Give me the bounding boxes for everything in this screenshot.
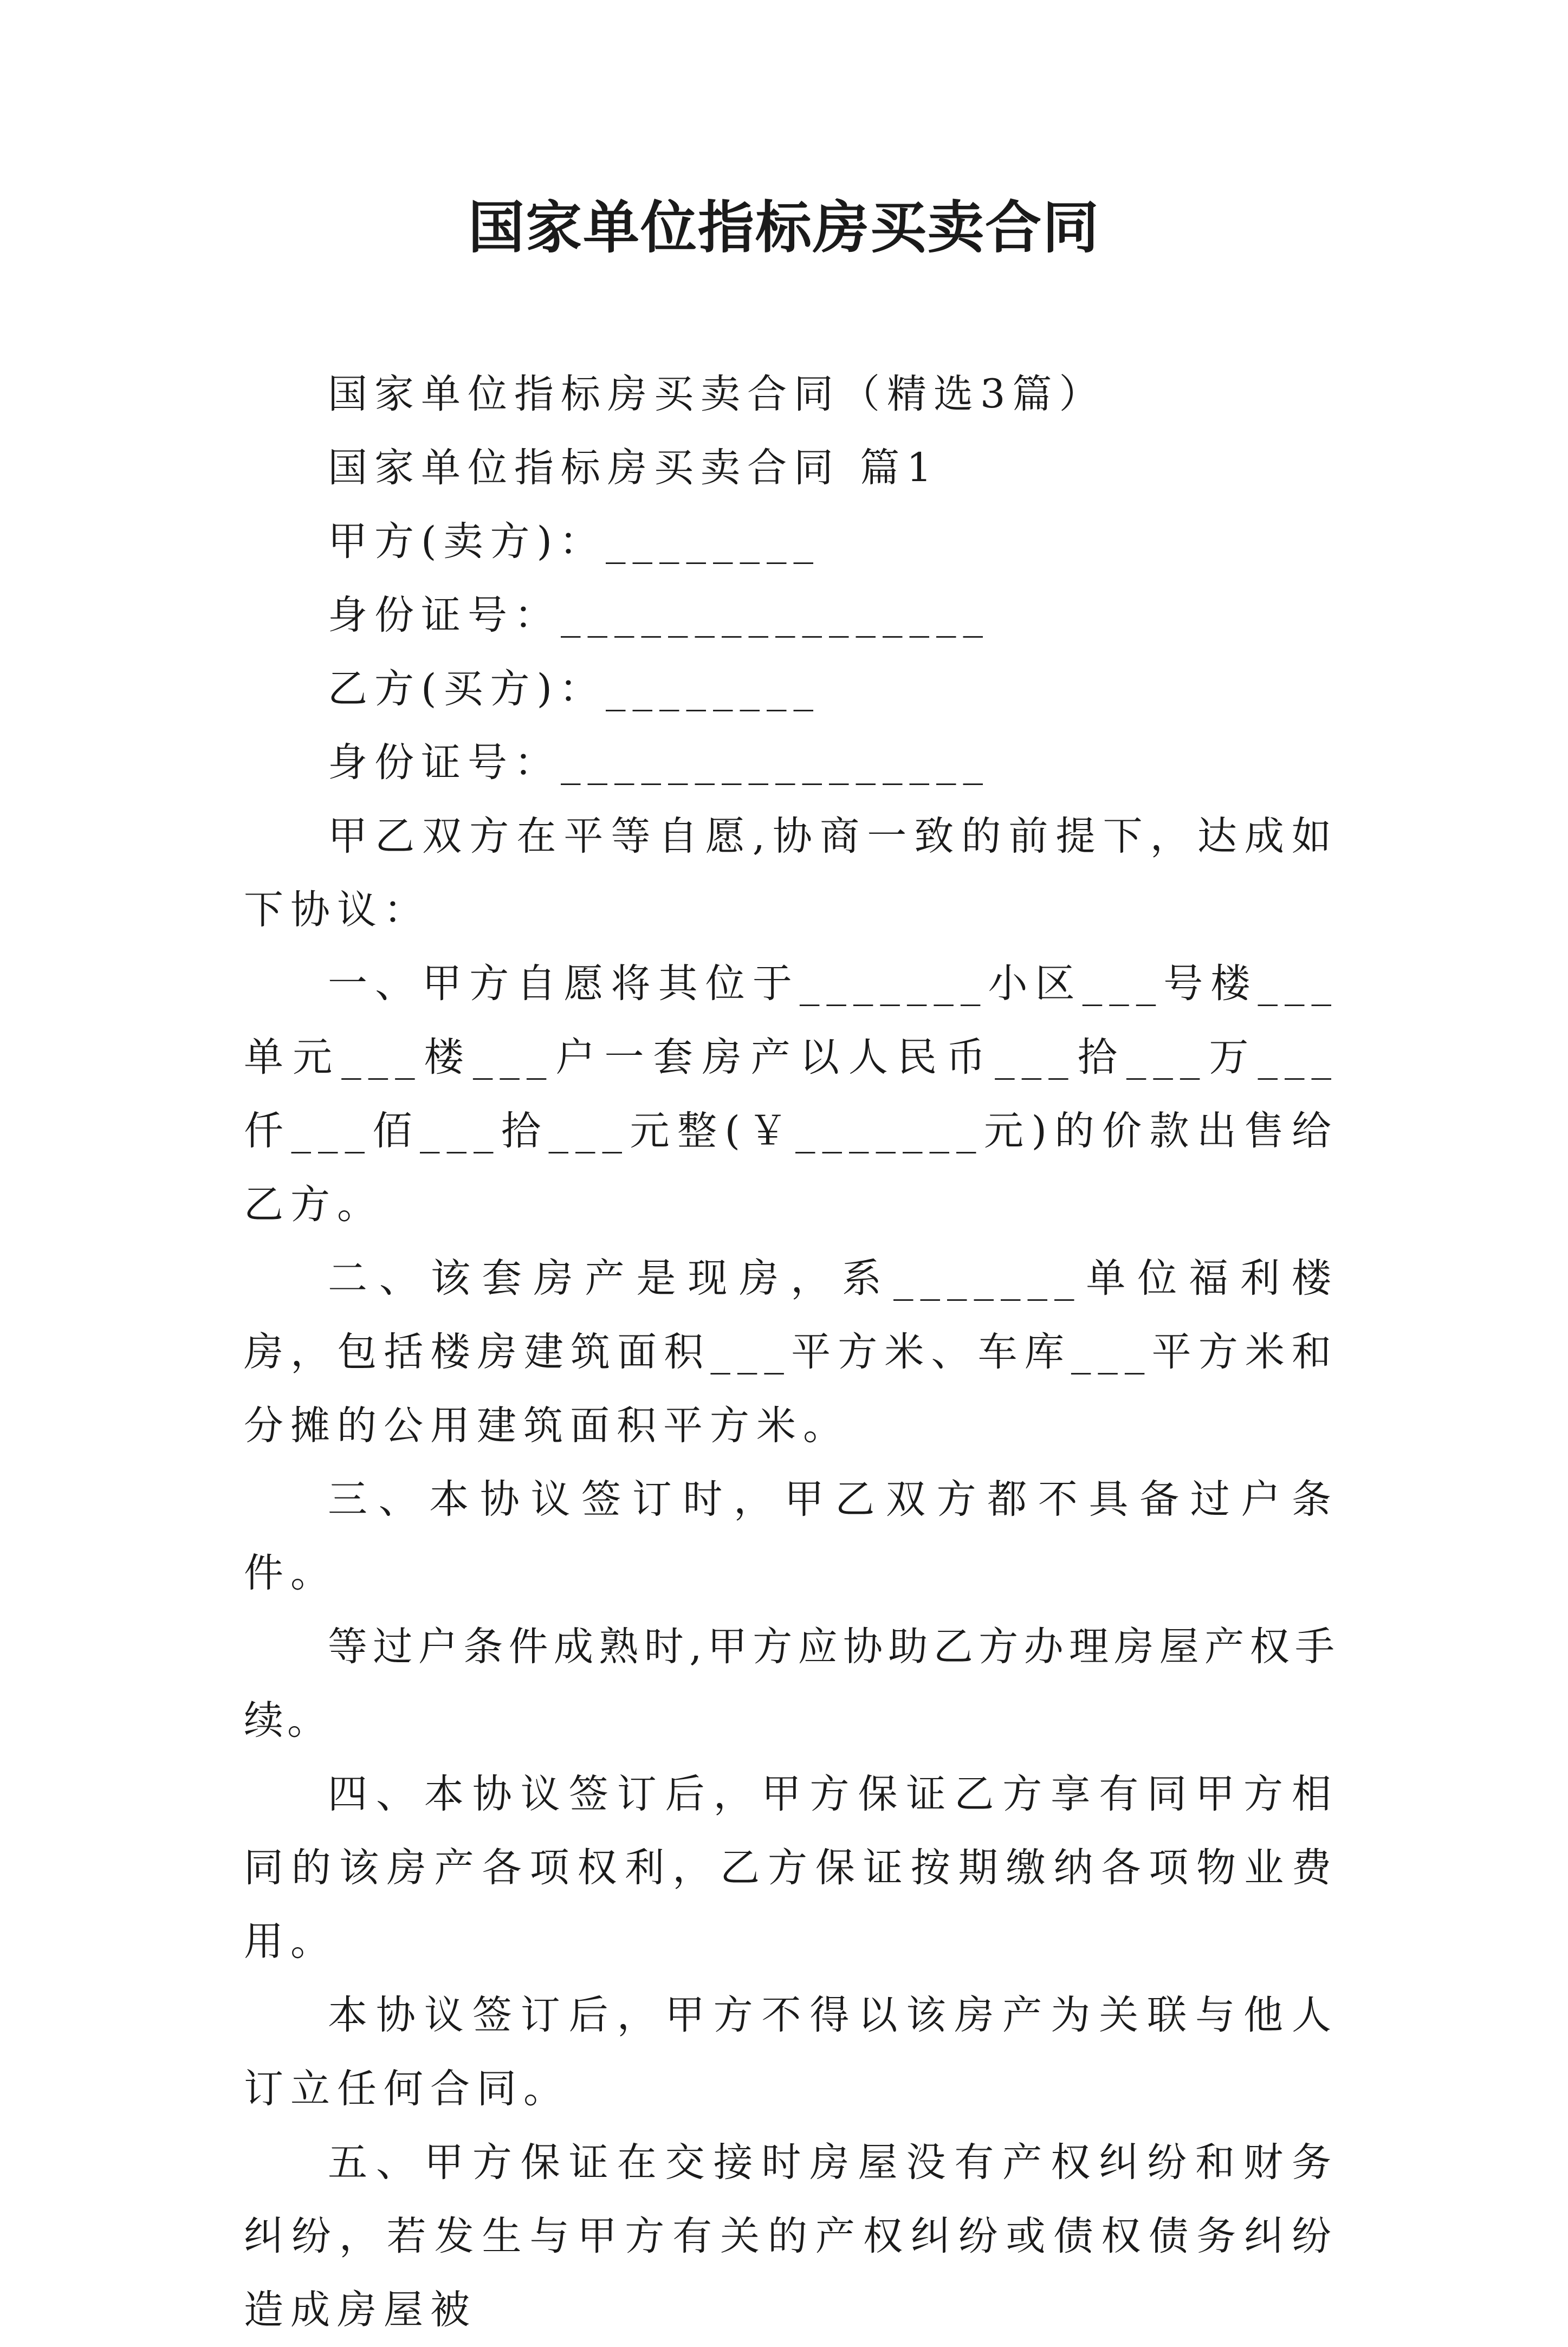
paragraph-section-heading: 国家单位指标房买卖合同 篇1 (328, 445, 939, 491)
paragraph-clause-3: 三、本协议签订时，甲乙双方都不具备过户条件。 (244, 1476, 1338, 1596)
paragraph-clause-4: 四、本协议签订后，甲方保证乙方享有同甲方相同的该房产各项权利，乙方保证按期缴纳各项物业费用。 (244, 1771, 1338, 1965)
paragraph-agreement-intro: 甲乙双方在平等自愿,协商一致的前提下，达成如下协议： (244, 813, 1338, 933)
paragraph-clause-2: 二、该套房产是现房，系_______单位福利楼房，包括楼房建筑面积___平方米、车库___平方米和分摊的公用建筑面积平方米。 (244, 1255, 1338, 1449)
paragraph-party-a: 甲方(卖方)：________ (328, 518, 820, 565)
paragraph-party-b-id: 身份证号：________________ (328, 740, 990, 786)
document-title: 国家单位指标房买卖合同 (468, 194, 1100, 261)
paragraph-party-a-id: 身份证号：________________ (328, 592, 990, 638)
paragraph-clause-4-cont: 本协议签订后，甲方不得以该房产为关联与他人订立任何合同。 (244, 1992, 1338, 2112)
paragraph-subtitle: 国家单位指标房买卖合同（精选3篇） (328, 371, 1106, 417)
paragraph-clause-1: 一、甲方自愿将其位于_______小区___号楼___单元___楼___户一套房产以人民币___拾___万___仟___佰___拾___元整(￥_______元)的价款出售给乙方。 (244, 961, 1338, 1228)
paragraph-clause-5: 五、甲方保证在交接时房屋没有产权纠纷和财务纠纷，若发生与甲方有关的产权纠纷或债权债务纠纷造成房屋被 (244, 2139, 1338, 2333)
paragraph-party-b: 乙方(买方)：________ (328, 666, 820, 712)
paragraph-clause-3-cont: 等过户条件成熟时,甲方应协助乙方办理房屋产权手续。 (244, 1624, 1338, 1743)
document-body (244, 358, 1338, 2347)
